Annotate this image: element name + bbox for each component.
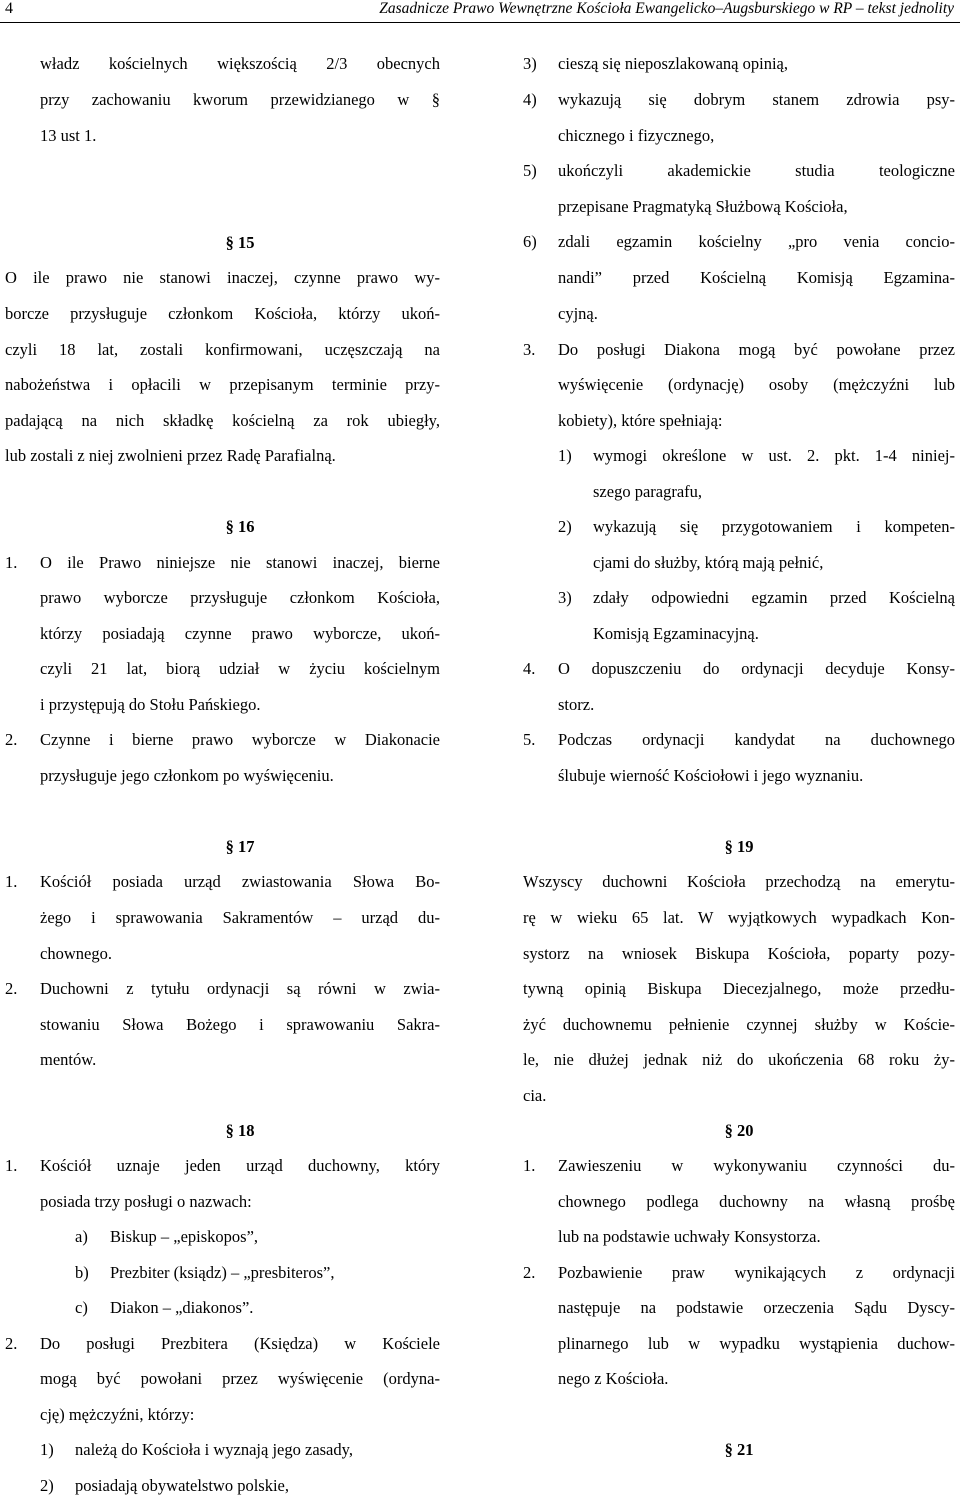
text-line: przysługuje jego członkom po wyświęceniu.: [40, 766, 334, 785]
text-line: O dopuszczeniu do ordynacji decyduje Konsy-: [558, 659, 955, 678]
text-line: lub zostali z niej zwolnieni przez Radę Parafialną.: [5, 446, 336, 465]
list-item: [40, 1439, 440, 1461]
section-heading-20: § 20: [724, 1121, 754, 1140]
text-line: i przystępują do Stołu Pańskiego.: [40, 695, 261, 714]
page-header: [0, 0, 960, 23]
paragraph-number: 1.: [5, 872, 18, 891]
text-line: szego paragrafu,: [593, 482, 703, 501]
text-line: Do posługi Prezbitera (Księdza) w Kościele: [40, 1334, 440, 1353]
list-label: 1): [558, 446, 572, 465]
text-line: mogą być powołani przez wyświęcenie (ordyna-: [40, 1369, 440, 1388]
paragraph-number: 1.: [5, 553, 18, 572]
text-line: borcze przysługuje członkom Kościoła, którzy ukoń-: [5, 304, 440, 323]
section-heading-21: § 21: [724, 1440, 754, 1459]
list-item: [40, 1475, 440, 1497]
text-line: cję) mężczyźni, którzy:: [40, 1405, 195, 1424]
section-heading-16: § 16: [225, 517, 255, 536]
text-line: władz kościelnych większością 2/3 obecnych: [40, 54, 440, 73]
text-line: którzy posiadają czynne prawo wyborcze, ukoń-: [40, 624, 440, 643]
text-line: Pozbawienie praw wynikających z ordynacji: [558, 1263, 955, 1282]
list-label: 1): [40, 1440, 54, 1459]
text-line: nego z Kościoła.: [558, 1369, 669, 1388]
text-line: Do posługi Diakona mogą być powołane przez: [558, 340, 955, 359]
text-line: nandi” przed Kościelną Komisją Egzamina-: [558, 268, 955, 287]
text-line: 13 ust 1.: [40, 126, 97, 145]
text-line: przepisane Pragmatyką Służbową Kościoła,: [558, 197, 848, 216]
text-line: mentów.: [40, 1050, 97, 1069]
text-line: czyli 18 lat, zostali konfirmowani, uczęszczają na: [5, 340, 440, 359]
text-line: Komisją Egzaminacyjną.: [593, 624, 759, 643]
text-line: cia.: [523, 1086, 547, 1105]
list-item: 4): [523, 90, 537, 109]
text-line: tywną opinią Biskupa Diecezjalnego, może przedłu-: [523, 979, 955, 998]
text-line: cjami do służby, którą mają pełnić,: [593, 553, 824, 572]
list-text: należą do Kościoła i wyznają jego zasady,: [75, 1440, 353, 1459]
list-item: 3) cieszą się nieposzlakowaną opinią,: [523, 54, 788, 73]
text-line: przy zachowaniu kworum przewidzianego w §: [40, 90, 440, 109]
list-item: [40, 1297, 440, 1319]
text-line: prawo wyborcze przysługuje członkom Kościoła,: [40, 588, 440, 607]
text-line: Czynne i bierne prawo wyborcze w Diakonacie: [40, 730, 440, 749]
text-line: padającą na nich składkę kościelną za rok ubiegły,: [5, 411, 440, 430]
text-line: Duchowni z tytułu ordynacji są równi w zwia-: [40, 979, 440, 998]
text-line: O ile prawo nie stanowi inaczej, czynne prawo wy-: [5, 268, 440, 287]
text-line: wyświęcenie (ordynację) osoby (mężczyźni lub: [558, 375, 955, 394]
text-line: Kościół uznaje jeden urząd duchowny, który: [40, 1156, 440, 1175]
list-label: 2): [558, 517, 572, 536]
paragraph-number: 4.: [523, 659, 536, 678]
text-line: czyli 21 lat, biorą udział w życiu kościelnym: [40, 659, 440, 678]
list-label: 6): [523, 232, 537, 251]
section-heading-18: § 18: [225, 1121, 255, 1140]
section-heading-19: § 19: [724, 837, 754, 856]
list-item: [40, 1226, 440, 1248]
list-label: 5): [523, 161, 537, 180]
text-line: zdały odpowiedni egzamin przed Kościelną: [593, 588, 955, 607]
text-line: żego i sprawowania Sakramentów – urząd du-: [40, 908, 440, 927]
paragraph-number: 2.: [523, 1263, 536, 1282]
text-line: chownego podlega duchowny na własną prośbę: [558, 1192, 955, 1211]
text-line: stowaniu Słowa Bożego i sprawowaniu Sakra-: [40, 1015, 440, 1034]
list-text: posiadają obywatelstwo polskie,: [75, 1476, 290, 1495]
list-label: 3): [558, 588, 572, 607]
running-title: Zasadnicze Prawo Wewnętrzne Kościoła Ewangelicko–Augsburskiego w RP – tekst jednolity: [379, 0, 954, 17]
text-line: ślubuje wierność Kościołowi i jego wyznaniu.: [558, 766, 864, 785]
text-line: żyć duchownemu pełnienie czynnej służby w Koście-: [523, 1015, 955, 1034]
list-label: a): [75, 1227, 88, 1246]
section-heading-17: § 17: [225, 837, 255, 856]
text-line: lub na podstawie uchwały Konsystorza.: [558, 1227, 821, 1246]
text-line: cyjną.: [558, 304, 598, 323]
list-text: Diakon – „diakonos”.: [110, 1298, 254, 1317]
paragraph-number: 1.: [523, 1156, 536, 1175]
text-line: wykazują się przygotowaniem i kompeten-: [593, 517, 955, 536]
text-line: plinarnego lub w wypadku wystąpienia duchow-: [558, 1334, 955, 1353]
section-heading-15: § 15: [225, 233, 255, 252]
paragraph-number: 5.: [523, 730, 536, 749]
paragraph-number: 2.: [5, 730, 18, 749]
paragraph-number: 2.: [5, 979, 18, 998]
text-line: O ile Prawo niniejsze nie stanowi inaczej, bierne: [40, 553, 440, 572]
list-label: 2): [40, 1476, 54, 1495]
text-line: wymogi określone w ust. 2. pkt. 1-4 niniej-: [593, 446, 955, 465]
list-text: Biskup – „episkopos”,: [110, 1227, 259, 1246]
text-line: ukończyli akademickie studia teologiczne: [558, 161, 955, 180]
text-line: posiada trzy posługi o nazwach:: [40, 1192, 252, 1211]
text-line: nabożeństwa i opłacili w przepisanym terminie przy-: [5, 375, 440, 394]
text-line: następuje na podstawie orzeczenia Sądu Dyscy-: [558, 1298, 955, 1317]
text-line: kobiety), które spełniają:: [558, 411, 723, 430]
page-number: 4: [5, 0, 13, 17]
list-label: c): [75, 1298, 88, 1317]
text-line: chownego.: [40, 944, 112, 963]
text-line: le, nie dłużej jednak niż do ukończenia 68 roku ży-: [523, 1050, 955, 1069]
text-line: wykazują się dobrym stanem zdrowia psy-: [558, 90, 955, 109]
paragraph-number: 3.: [523, 340, 536, 359]
text-line: Podczas ordynacji kandydat na duchownego: [558, 730, 955, 749]
text-line: zdali egzamin kościelny „pro venia concio-: [558, 232, 955, 251]
text-line: storz.: [558, 695, 595, 714]
text-line: chicznego i fizycznego,: [558, 126, 715, 145]
text-line: rę w wieku 65 lat. W wyjątkowych wypadkach Kon-: [523, 908, 955, 927]
paragraph-number: 2.: [5, 1334, 18, 1353]
text-line: Wszyscy duchowni Kościoła przechodzą na emerytu-: [523, 872, 955, 891]
list-label: b): [75, 1263, 89, 1282]
list-text: Prezbiter (ksiądz) – „presbiteros”,: [110, 1263, 335, 1282]
list-item: [40, 1262, 440, 1284]
paragraph-number: 1.: [5, 1156, 18, 1175]
text-line: Kościół posiada urząd zwiastowania Słowa Bo-: [40, 872, 440, 891]
text-line: Zawieszeniu w wykonywaniu czynności du-: [558, 1156, 955, 1175]
text-line: systorz na wniosek Biskupa Kościoła, poparty pozy-: [523, 944, 955, 963]
